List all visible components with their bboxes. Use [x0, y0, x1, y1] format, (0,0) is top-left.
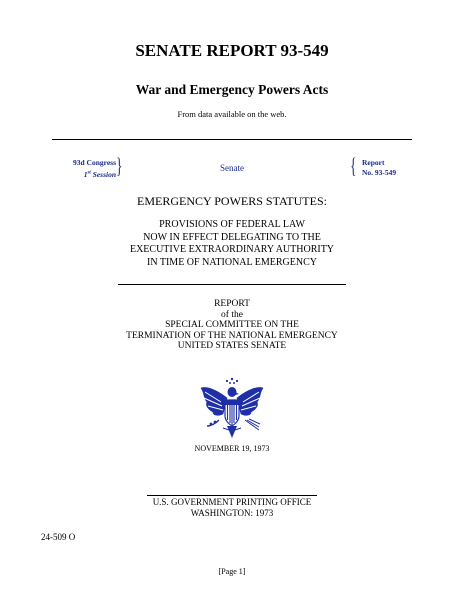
provisions-line: EXECUTIVE EXTRAORDINARY AUTHORITY — [129, 244, 335, 255]
provisions-block — [0, 219, 464, 269]
report-block-line: REPORT — [214, 299, 250, 309]
provisions-line: NOW IN EFFECT DELEGATING TO THE — [143, 231, 321, 243]
report-subtitle: War and Emergency Powers Acts — [135, 82, 329, 97]
report-number-label: No. 93-549 — [362, 168, 397, 177]
right-brace: { — [350, 153, 357, 178]
print-code: 24-509 O — [41, 532, 76, 542]
report-number — [362, 158, 396, 178]
printer-name: U.S. GOVERNMENT PRINTING OFFICE — [152, 497, 312, 507]
section-divider — [118, 284, 346, 285]
report-block-line: TERMINATION OF THE NATIONAL EMERGENCY — [126, 330, 338, 341]
printer-block — [0, 497, 464, 519]
provisions-line: PROVISIONS OF FEDERAL LAW — [159, 219, 305, 230]
chamber-label: Senate — [220, 163, 244, 173]
left-brace: } — [116, 153, 123, 178]
report-label: Report — [362, 158, 385, 167]
session-label: 1st Session — [83, 169, 116, 179]
report-title: SENATE REPORT 93-549 — [135, 41, 329, 60]
provisions-line: IN TIME OF NATIONAL EMERGENCY — [147, 256, 317, 268]
header-divider — [52, 139, 412, 140]
report-date: NOVEMBER 19, 1973 — [194, 444, 270, 453]
great-seal-eagle-icon — [197, 376, 267, 446]
statutes-heading: EMERGENCY POWERS STATUTES: — [137, 194, 327, 208]
report-block-line: SPECIAL COMMITTEE ON THE — [165, 320, 299, 330]
congress-label: 93d Congress — [73, 158, 116, 167]
source-note: From data available on the web. — [177, 109, 287, 119]
report-block-line: of the — [221, 309, 243, 320]
page-number: [Page 1] — [218, 567, 246, 576]
printer-place-year: WASHINGTON: 1973 — [190, 508, 274, 518]
footer-divider — [147, 495, 317, 496]
report-block — [0, 299, 464, 352]
report-block-line: UNITED STATES SENATE — [177, 341, 287, 351]
